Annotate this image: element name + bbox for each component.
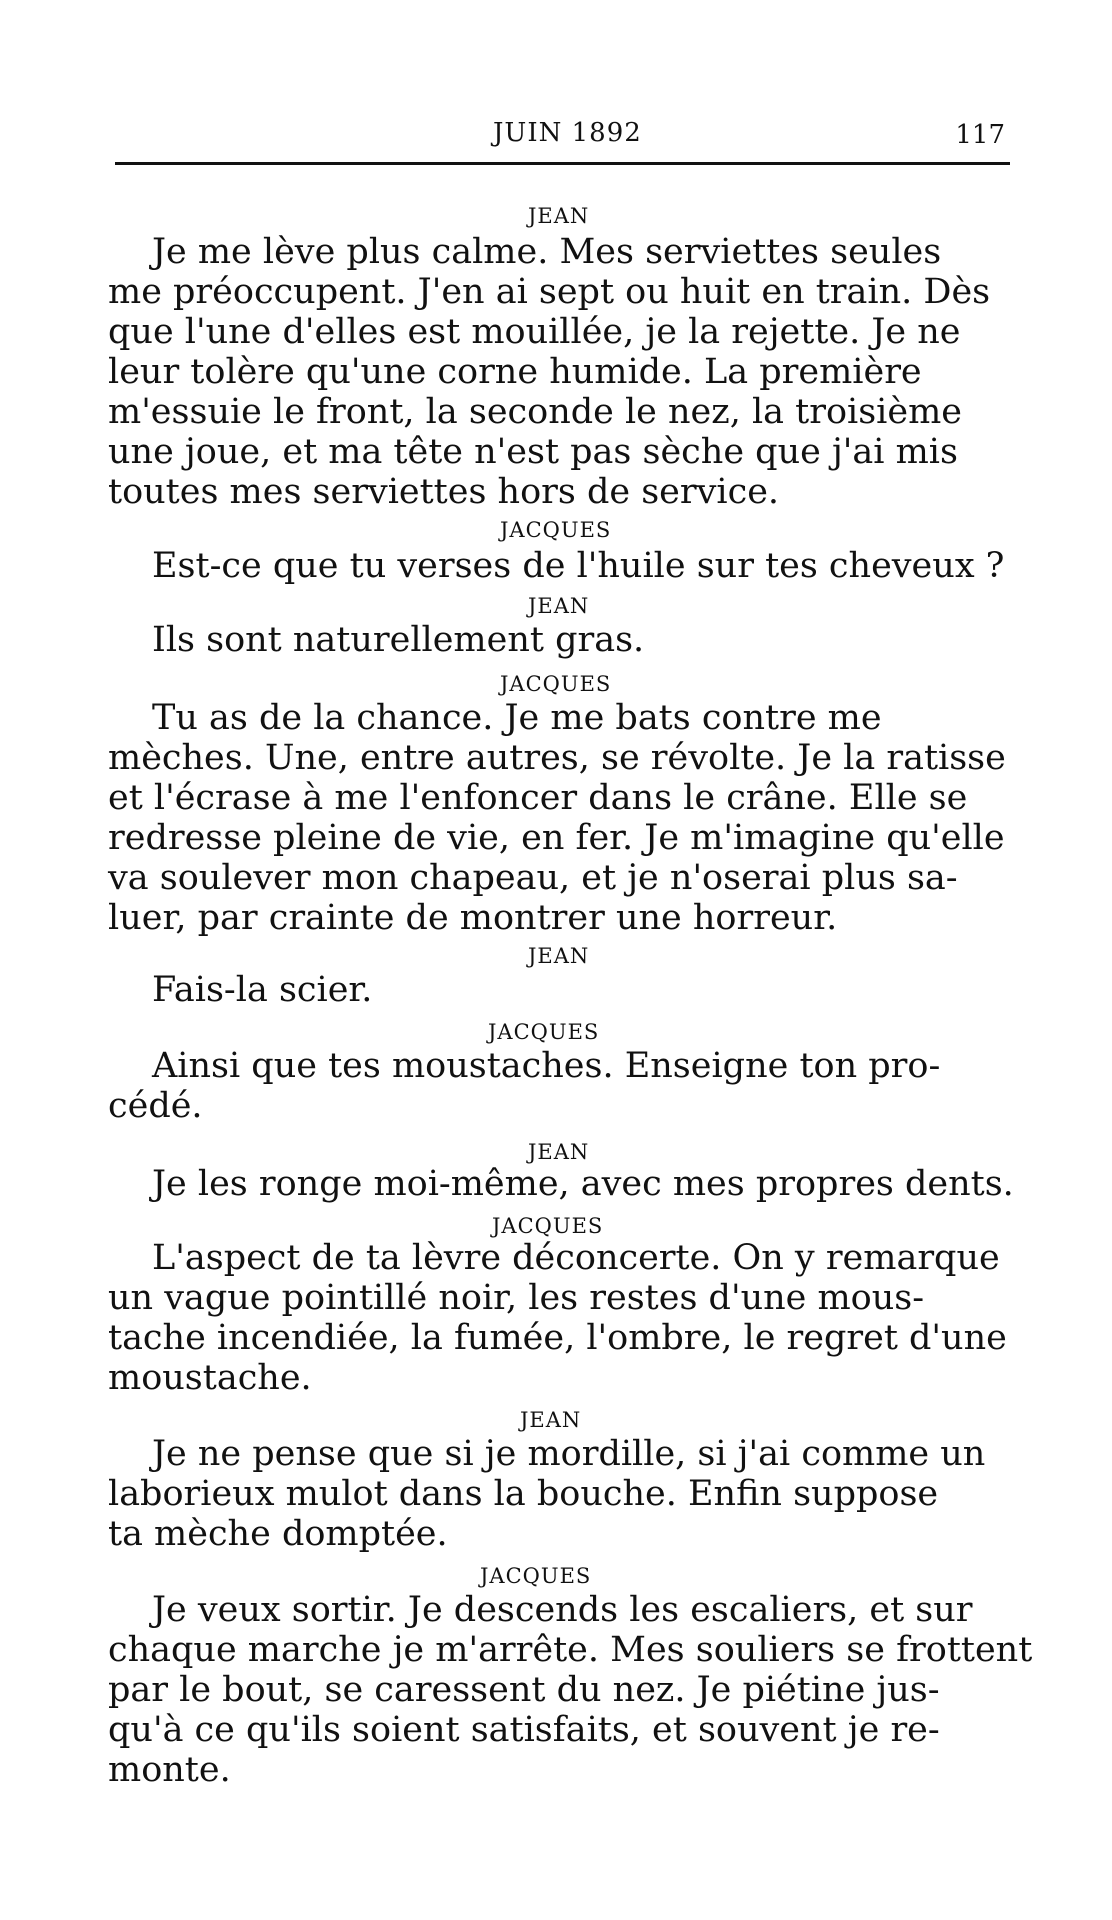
speech-paragraph [108, 1590, 1033, 1790]
speech-line: Je me lève plus calme. Mes serviettes seules [152, 232, 942, 272]
speaker-name: JEAN [520, 1408, 582, 1432]
speech-line: monte. [108, 1750, 231, 1790]
speech-line: et l'écrase à me l'enfoncer dans le crâne. Elle se [108, 778, 968, 818]
speech-line: que l'une d'elles est mouillée, je la rejette. Je ne [108, 312, 961, 352]
header-rule [115, 162, 1010, 165]
speech-line: mèches. Une, entre autres, se révolte. Je la ratisse [108, 738, 1006, 778]
speaker-name: JEAN [528, 594, 590, 618]
speech-line: moustache. [108, 1358, 312, 1398]
speech-line: un vague pointillé noir, les restes d'une mous- [108, 1278, 925, 1318]
speech-line: Je veux sortir. Je descends les escaliers, et sur [152, 1590, 973, 1630]
speech-line: Fais-la scier. [152, 970, 373, 1010]
speech-line: Est-ce que tu verses de l'huile sur tes cheveux ? [152, 546, 1005, 586]
speech-paragraph [108, 1238, 1008, 1398]
speech-line: Ainsi que tes moustaches. Enseigne ton pro- [152, 1046, 941, 1086]
speaker-name: JEAN [528, 204, 590, 228]
speaker-name: JEAN [528, 1140, 590, 1164]
speaker-name: JEAN [528, 944, 590, 968]
speech-line: va soulever mon chapeau, et je n'oserai plus sa- [108, 858, 958, 898]
speaker-name: JACQUES [500, 518, 612, 542]
speech-line: Ils sont naturellement gras. [152, 620, 645, 660]
speaker-name: JACQUES [488, 1020, 600, 1044]
speech-line: redresse pleine de vie, en fer. Je m'imagine qu'elle [108, 818, 1005, 858]
running-title: JUIN 1892 [493, 118, 642, 148]
speech-line: Tu as de la chance. Je me bats contre me [152, 698, 882, 738]
speech-paragraph [108, 546, 1008, 586]
speaker-name: JACQUES [492, 1214, 604, 1238]
speech-line: leur tolère qu'une corne humide. La première [108, 352, 922, 392]
page-number: 117 [955, 120, 1005, 150]
speech-line: toutes mes serviettes hors de service. [108, 472, 780, 512]
speaker-name: JACQUES [480, 1564, 592, 1588]
speech-line: ta mèche domptée. [108, 1514, 448, 1554]
speech-paragraph [108, 970, 1008, 1010]
speech-paragraph [108, 698, 1008, 938]
speech-line: qu'à ce qu'ils soient satisfaits, et souvent je re- [108, 1710, 940, 1750]
speech-line: chaque marche je m'arrête. Mes souliers se frottent [108, 1630, 1033, 1670]
speech-line: une joue, et ma tête n'est pas sèche que j'ai mis [108, 432, 958, 472]
speech-line: m'essuie le front, la seconde le nez, la troisième [108, 392, 962, 432]
speech-line: luer, par crainte de montrer une horreur. [108, 898, 838, 938]
speech-line: Je les ronge moi-même, avec mes propres dents. [152, 1164, 1014, 1204]
speech-paragraph [108, 1164, 1014, 1204]
speech-line: laborieux mulot dans la bouche. Enfin suppose [108, 1474, 939, 1514]
speech-line: par le bout, se caressent du nez. Je piétine jus- [108, 1670, 940, 1710]
speech-line: tache incendiée, la fumée, l'ombre, le regret d'une [108, 1318, 1007, 1358]
speech-line: Je ne pense que si je mordille, si j'ai comme un [152, 1434, 986, 1474]
speech-paragraph [108, 232, 1008, 512]
speech-paragraph [108, 1434, 1008, 1554]
speech-line: cédé. [108, 1086, 203, 1126]
speech-line: me préoccupent. J'en ai sept ou huit en train. Dès [108, 272, 991, 312]
speech-paragraph [108, 620, 1008, 660]
running-header [115, 110, 1015, 170]
speech-paragraph [108, 1046, 1008, 1126]
speech-line: L'aspect de ta lèvre déconcerte. On y remarque [152, 1238, 1000, 1278]
speaker-name: JACQUES [500, 672, 612, 696]
